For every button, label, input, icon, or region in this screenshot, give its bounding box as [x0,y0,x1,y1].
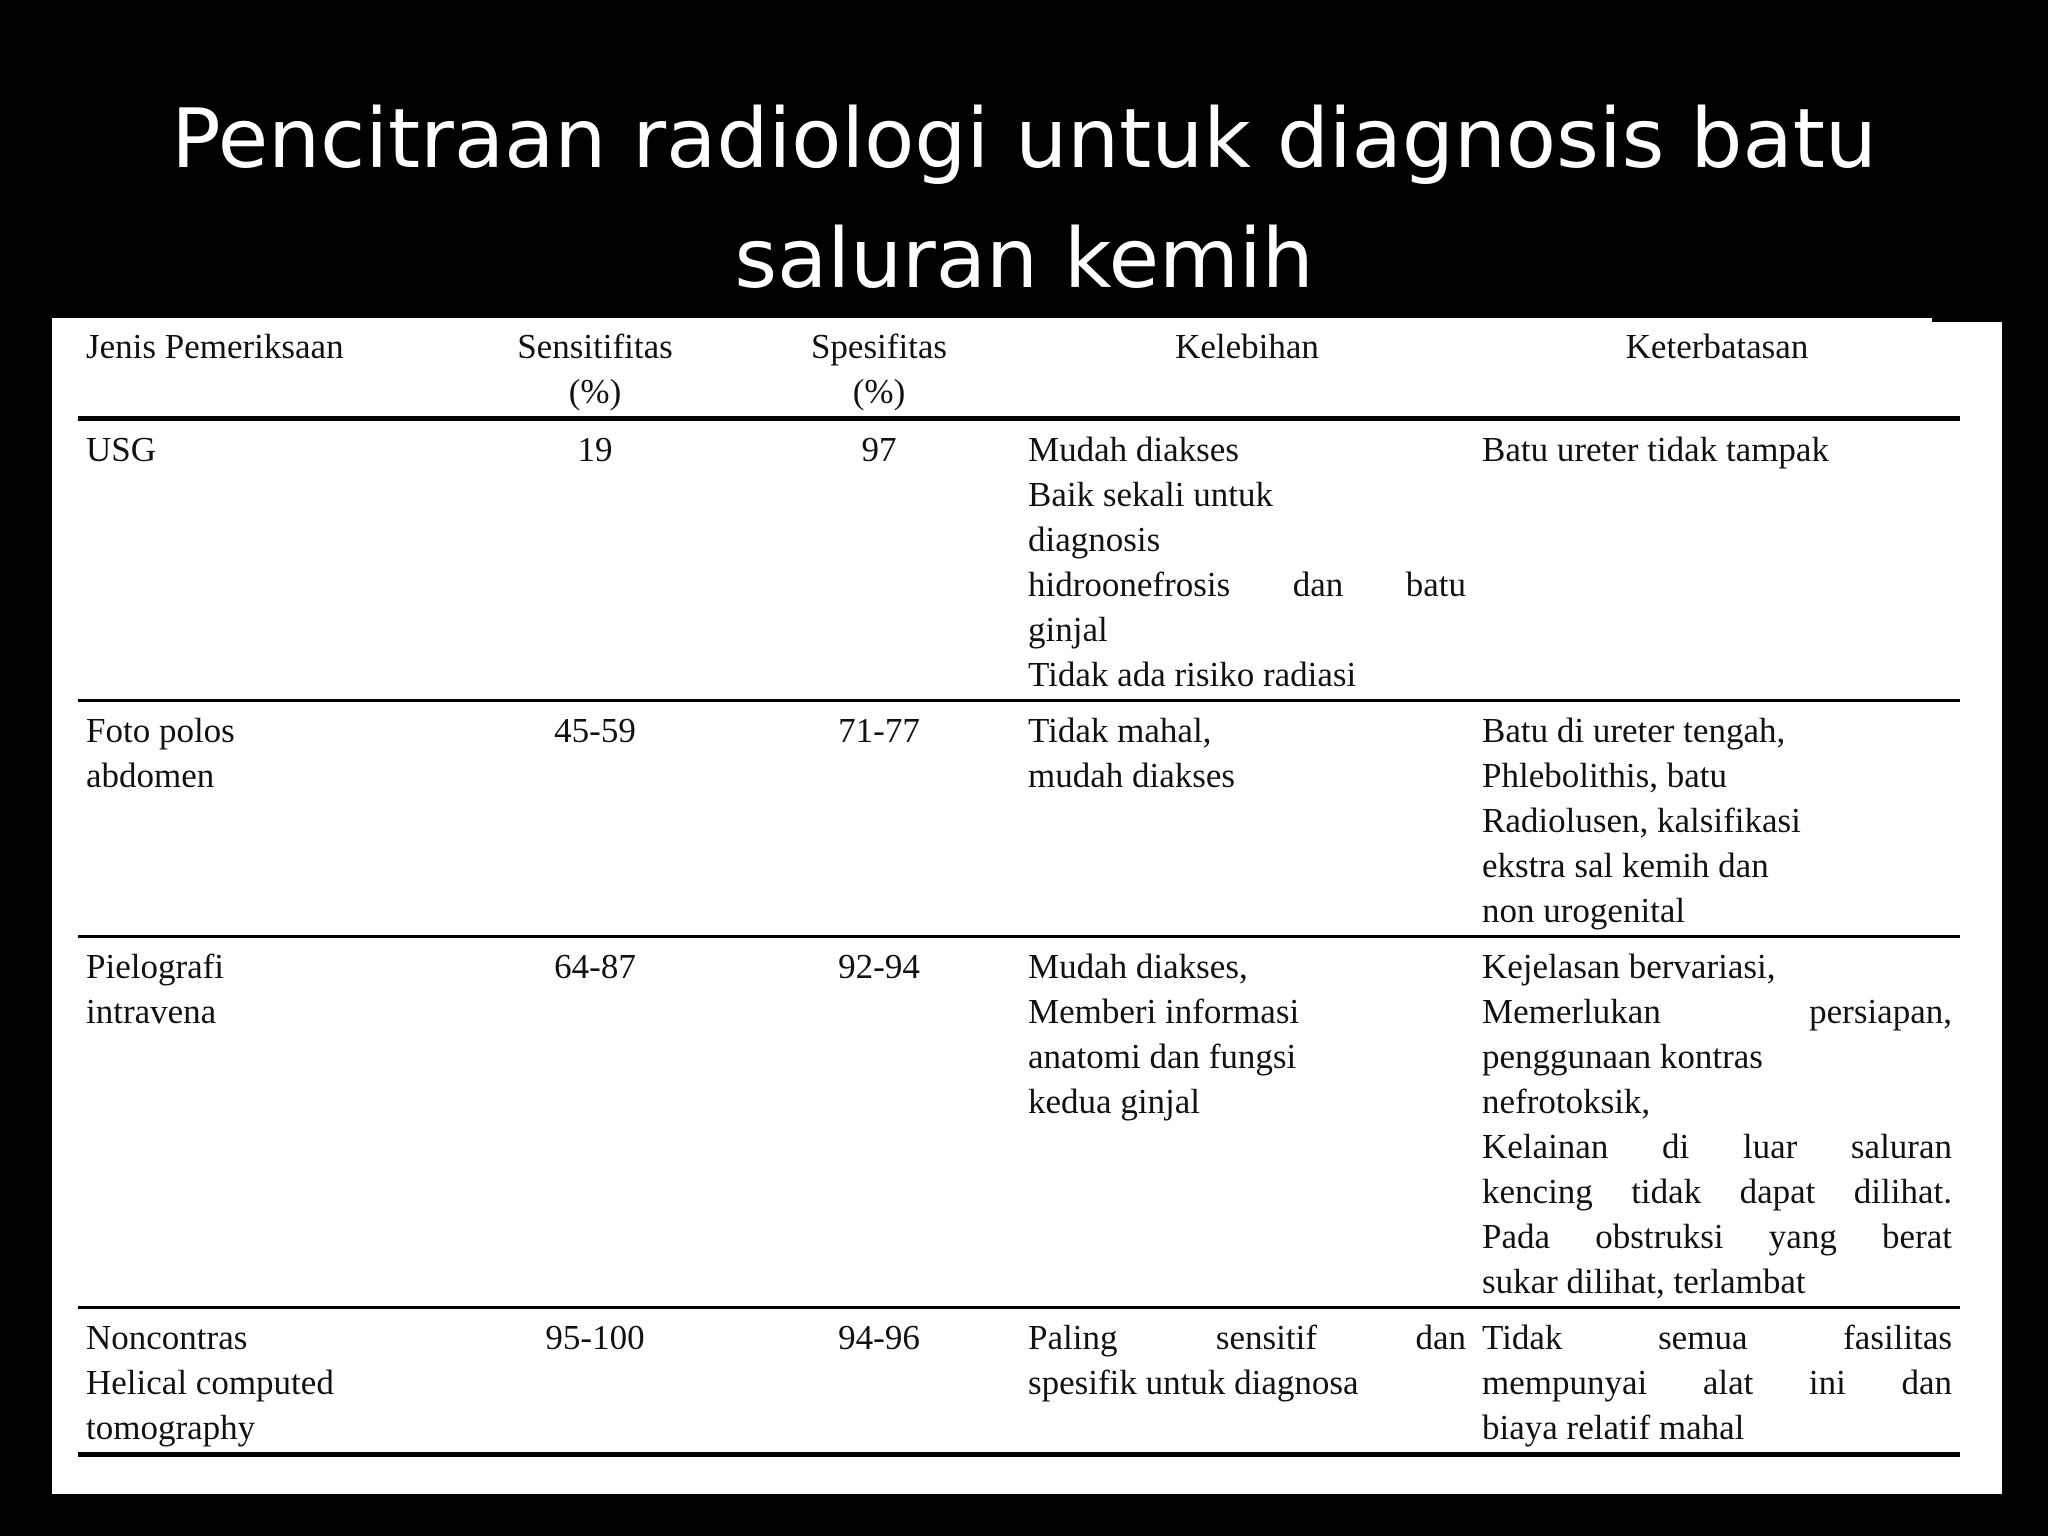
jenis-line: tomography [86,1408,256,1447]
keterbatasan-line: penggunaan kontras [1482,1037,1763,1076]
cell-sensitifitas: 64-87 [554,947,636,986]
cell-sensitifitas: 95-100 [545,1318,645,1357]
kelebihan-line: diagnosis [1028,520,1161,559]
cell-jenis [78,701,452,937]
kelebihan-line: Mudah diakses, [1028,947,1248,986]
kelebihan-line: Baik sekali untuk [1028,475,1273,514]
cell-kelebihan [1020,701,1474,937]
jenis-line: USG [86,430,157,469]
table-row [78,937,1960,1308]
keterbatasan-line: kencing tidak dapat dilihat. [1482,1172,1952,1211]
kelebihan-line: Tidak mahal, [1028,711,1212,750]
kelebihan-line: kedua ginjal [1028,1082,1201,1121]
jenis-line: intravena [86,992,217,1031]
comparison-table [78,318,1960,1457]
cell-jenis [78,1308,452,1455]
table-row [78,1308,1960,1455]
keterbatasan-line: Batu di ureter tengah, [1482,711,1786,750]
keterbatasan-line: mempunyai alat ini dan [1482,1363,1952,1402]
slide-title [0,80,2048,320]
cell-kelebihan [1020,1308,1474,1455]
keterbatasan-line: nefrotoksik, [1482,1082,1651,1121]
kelebihan-line: Tidak ada risiko radiasi [1028,655,1357,694]
table-header-row [78,318,1960,419]
kelebihan-line: mudah diakses [1028,756,1236,795]
header-jenis: Jenis Pemeriksaan [86,327,344,366]
header-spesifitas-label: Spesifitas [810,327,948,366]
keterbatasan-line: Phlebolithis, batu [1482,756,1727,795]
cell-jenis [78,937,452,1308]
jenis-line: Helical computed [86,1363,334,1402]
keterbatasan-line: Radiolusen, kalsifikasi [1482,801,1801,840]
table-row [78,419,1960,701]
header-sensitifitas-label: Sensitifitas [517,327,673,366]
cell-keterbatasan [1474,419,1960,701]
cell-kelebihan [1020,419,1474,701]
cell-spesifitas: 71-77 [838,711,920,750]
slide-title-line-1: Pencitraan radiologi untuk diagnosis batu [171,92,1877,187]
cell-spesifitas: 97 [861,430,897,469]
keterbatasan-line: Tidak semua fasilitas [1482,1318,1952,1357]
keterbatasan-line: Kejelasan bervariasi, [1482,947,1776,986]
cell-keterbatasan [1474,701,1960,937]
cell-kelebihan [1020,937,1474,1308]
kelebihan-line: hidroonefrosis dan batu [1028,565,1466,604]
keterbatasan-line: non urogenital [1482,891,1686,930]
table-body [78,419,1960,1455]
cell-jenis [78,419,452,701]
keterbatasan-line: sukar dilihat, terlambat [1482,1262,1806,1301]
cell-spesifitas: 94-96 [838,1318,920,1357]
jenis-line: Foto polos [86,711,235,750]
header-sensitifitas [452,318,738,419]
kelebihan-line: Memberi informasi [1028,992,1300,1031]
keterbatasan-line: ekstra sal kemih dan [1482,846,1769,885]
kelebihan-line: Paling sensitif dan [1028,1318,1466,1357]
header-sensitifitas-unit: (%) [568,372,622,411]
cell-sensitifitas: 45-59 [554,711,636,750]
header-spesifitas [738,318,1020,419]
keterbatasan-line: Pada obstruksi yang berat [1482,1217,1952,1256]
jenis-line: Pielografi [86,947,225,986]
cell-keterbatasan [1474,937,1960,1308]
slide-title-line-2: saluran kemih [734,212,1314,307]
keterbatasan-line: Batu ureter tidak tampak [1482,430,1829,469]
kelebihan-line: anatomi dan fungsi [1028,1037,1297,1076]
header-spesifitas-unit: (%) [852,372,906,411]
keterbatasan-line: Kelainan di luar saluran [1482,1127,1952,1166]
kelebihan-line: spesifik untuk diagnosa [1028,1363,1359,1402]
kelebihan-line: ginjal [1028,610,1108,649]
keterbatasan-line: biaya relatif mahal [1482,1408,1745,1447]
header-keterbatasan: Keterbatasan [1625,327,1809,366]
cell-sensitifitas: 19 [577,430,613,469]
table-row [78,701,1960,937]
table-panel [52,318,2002,1494]
jenis-line: Noncontras [86,1318,248,1357]
header-kelebihan: Kelebihan [1175,327,1319,366]
keterbatasan-line: Memerlukan persiapan, [1482,992,1952,1031]
kelebihan-line: Mudah diakses [1028,430,1239,469]
jenis-line: abdomen [86,756,215,795]
cell-spesifitas: 92-94 [838,947,920,986]
cell-keterbatasan [1474,1308,1960,1455]
